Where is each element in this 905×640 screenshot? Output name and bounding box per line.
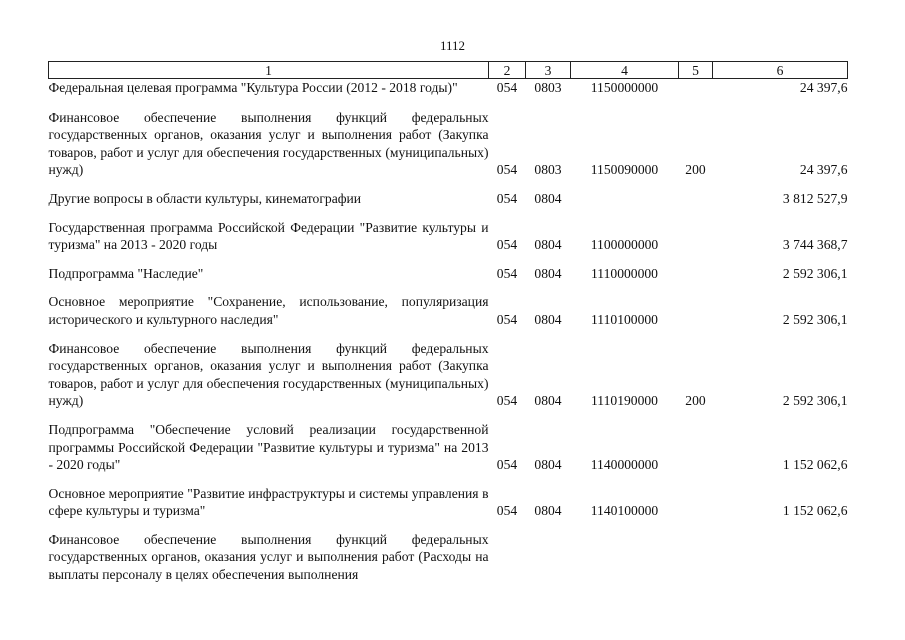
row-gr-code: 054 bbox=[496, 503, 518, 519]
row-target-article: 1150000000 bbox=[590, 80, 659, 95]
header-col-3: 3 bbox=[526, 62, 571, 79]
header-col-1: 1 bbox=[49, 62, 489, 79]
row-gr-code bbox=[489, 531, 526, 595]
row-expense-type bbox=[679, 190, 713, 219]
table-row bbox=[49, 421, 848, 485]
row-section-code: 0804 bbox=[534, 311, 562, 327]
row-expense-type bbox=[679, 421, 713, 485]
row-expense-type bbox=[679, 265, 713, 294]
row-expense-type bbox=[679, 485, 713, 531]
header-row bbox=[49, 62, 848, 79]
row-amount bbox=[713, 531, 848, 595]
row-amount: 24 397,6 bbox=[799, 162, 848, 178]
table-body bbox=[49, 79, 848, 595]
table-row bbox=[49, 109, 848, 190]
row-target-article: 1110100000 bbox=[591, 311, 658, 327]
row-amount: 3 812 527,9 bbox=[782, 190, 848, 206]
table-row bbox=[49, 531, 848, 595]
row-description: Федеральная целевая программа "Культура России (2012 - 2018 годы)" bbox=[48, 80, 458, 95]
row-section-code: 0804 bbox=[534, 457, 562, 473]
table-row bbox=[49, 79, 848, 109]
row-gr-code: 054 bbox=[496, 190, 518, 206]
row-target-article: 1110190000 bbox=[591, 393, 658, 409]
row-section-code: 0804 bbox=[534, 265, 562, 281]
row-gr-code: 054 bbox=[496, 80, 518, 95]
row-section-code: 0803 bbox=[534, 80, 562, 95]
row-section-code: 0804 bbox=[534, 190, 562, 206]
row-gr-code: 054 bbox=[496, 237, 518, 253]
row-description: Другие вопросы в области культуры, кинематографии bbox=[48, 190, 362, 206]
row-description: Подпрограмма "Обеспечение условий реализации государственной программы Российской Федерации "Развитие культуры и туризма" на 2013 - 2020 годы" bbox=[48, 421, 489, 473]
row-expense-type bbox=[679, 293, 713, 339]
table-row bbox=[49, 265, 848, 294]
row-description: Государственная программа Российской Федерации "Развитие культуры и туризма" на 2013 - 2020 годы bbox=[48, 219, 489, 253]
row-target-article bbox=[571, 190, 679, 219]
row-expense-type: 200 bbox=[685, 162, 706, 178]
row-target-article bbox=[571, 531, 679, 595]
row-target-article: 1150090000 bbox=[590, 162, 659, 178]
table-row bbox=[49, 485, 848, 531]
row-gr-code: 054 bbox=[496, 457, 518, 473]
table-row bbox=[49, 190, 848, 219]
row-section-code: 0804 bbox=[534, 237, 562, 253]
row-expense-type bbox=[679, 219, 713, 265]
budget-table bbox=[48, 61, 848, 595]
row-target-article: 1140000000 bbox=[590, 457, 659, 473]
header-col-4: 4 bbox=[571, 62, 679, 79]
row-section-code: 0804 bbox=[534, 393, 562, 409]
row-target-article: 1100000000 bbox=[590, 237, 659, 253]
header-col-6: 6 bbox=[713, 62, 848, 79]
header-col-5: 5 bbox=[679, 62, 713, 79]
row-amount: 1 152 062,6 bbox=[782, 503, 848, 519]
row-description: Финансовое обеспечение выполнения функций федеральных государственных органов, оказания услуг и выполнения работ (Расходы на выплаты персоналу в целях обеспечения выполнения bbox=[48, 531, 489, 583]
row-amount: 24 397,6 bbox=[799, 80, 848, 95]
row-amount: 2 592 306,1 bbox=[782, 311, 848, 327]
row-gr-code: 054 bbox=[496, 393, 518, 409]
table-row bbox=[49, 293, 848, 339]
row-gr-code: 054 bbox=[496, 311, 518, 327]
row-target-article: 1110000000 bbox=[591, 265, 658, 281]
row-section-code: 0804 bbox=[534, 503, 562, 519]
row-expense-type bbox=[679, 531, 713, 595]
row-description: Основное мероприятие "Сохранение, использование, популяризация исторического и культурного наследия" bbox=[48, 294, 489, 327]
row-amount: 2 592 306,1 bbox=[782, 393, 848, 409]
row-amount: 3 744 368,7 bbox=[782, 237, 848, 253]
row-description: Финансовое обеспечение выполнения функций федеральных государственных органов, оказания услуг и выполнения работ (Закупка товаров, работ и услуг для обеспечения государственных (муниципальных) нужд) bbox=[48, 109, 489, 178]
header-col-2: 2 bbox=[489, 62, 526, 79]
page-number: 1112 bbox=[439, 38, 466, 53]
row-expense-type: 200 bbox=[685, 393, 706, 409]
row-description: Финансовое обеспечение выполнения функций федеральных государственных органов, оказания услуг и выполнения работ (Закупка товаров, работ и услуг для обеспечения государственных (муниципальных) нужд) bbox=[48, 340, 489, 409]
table-row bbox=[49, 340, 848, 421]
row-gr-code: 054 bbox=[496, 265, 518, 281]
table-row bbox=[49, 219, 848, 265]
row-target-article: 1140100000 bbox=[590, 503, 659, 519]
row-description: Подпрограмма "Наследие" bbox=[48, 265, 204, 281]
row-section-code bbox=[526, 531, 571, 595]
row-gr-code: 054 bbox=[496, 162, 518, 178]
row-amount: 2 592 306,1 bbox=[782, 265, 848, 281]
row-description: Основное мероприятие "Развитие инфраструктуры и системы управления в сфере культуры и туризма" bbox=[48, 485, 489, 519]
row-expense-type bbox=[679, 79, 713, 109]
row-section-code: 0803 bbox=[534, 162, 562, 178]
row-amount: 1 152 062,6 bbox=[782, 457, 848, 473]
